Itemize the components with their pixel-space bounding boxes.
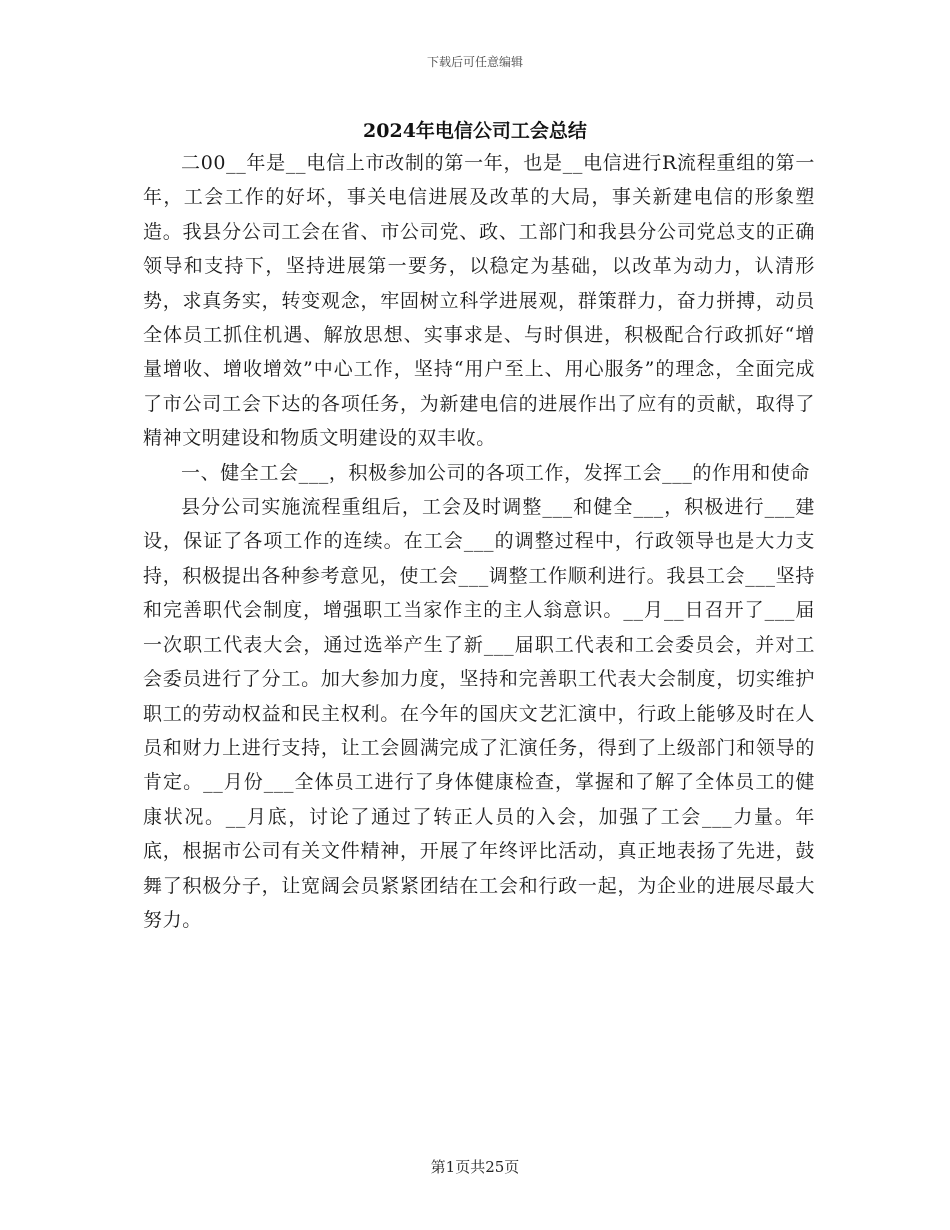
document-title: 2024年电信公司工会总结 [363, 120, 587, 142]
body-paragraph-section-1: 县分公司实施流程重组后，工会及时调整___和健全___，积极进行___建设，保证了各项工作的连续。在工会___的调整过程中，行政领导也是大力支持，积极提出各种参考意见，使工会___调整工作顺利进行。我县工会___坚持和完善职代会制度，增强职工当家作主的主人翁意识。__月__日召开了___届一次职工代表大会，通过选举产生了新___届职工代表和工会委员会，并对工会委员进行了分工。加大参加力度，坚持和完善职工代表大会制度，切实维护职工的劳动权益和民主权利。在今年的国庆文艺汇演中，行政上能够及时在人员和财力上进行支持，让工会圆满完成了汇演任务，得到了上级部门和领导的肯定。__月份___全体员工进行了身体健康检查，掌握和了解了全体员工的健康状况。__月底，讨论了通过了转正人员的入会，加强了工会___力量。年底，根据市公司有关文件精神，开展了年终评比活动，真正地表扬了先进，鼓舞了积极分子，让宽阔会员紧紧团结在工会和行政一起，为企业的进展尽最大努力。 [143, 496, 815, 931]
document-body [143, 146, 815, 937]
page-header-note: 下载后可任意编辑 [426, 55, 523, 69]
body-paragraph-intro: 二00__年是__电信上市改制的第一年，也是__电信进行R流程重组的第一年，工会工作的好坏，事关电信进展及改革的大局，事关新建电信的形象塑造。我县分公司工会在省、市公司党、政、工部门和我县分公司党总支的正确领导和支持下，坚持进展第一要务，以稳定为基础，以改革为动力，认清形势，求真务实，转变观念，牢固树立科学进展观，群策群力，奋力拼搏，动员全体员工抓住机遇、解放思想、实事求是、与时俱进，积极配合行政抓好“增量增收、增收增效”中心工作，坚持“用户至上、用心服务”的理念，全面完成了市公司工会下达的各项任务，为新建电信的进展作出了应有的贡献，取得了精神文明建设和物质文明建设的双丰收。 [143, 152, 815, 450]
page-number-footer: 第1页共25页 [430, 1158, 520, 1176]
section-heading-1: 一、健全工会___，积极参加公司的各项工作，发挥工会___的作用和使命 [181, 461, 811, 484]
